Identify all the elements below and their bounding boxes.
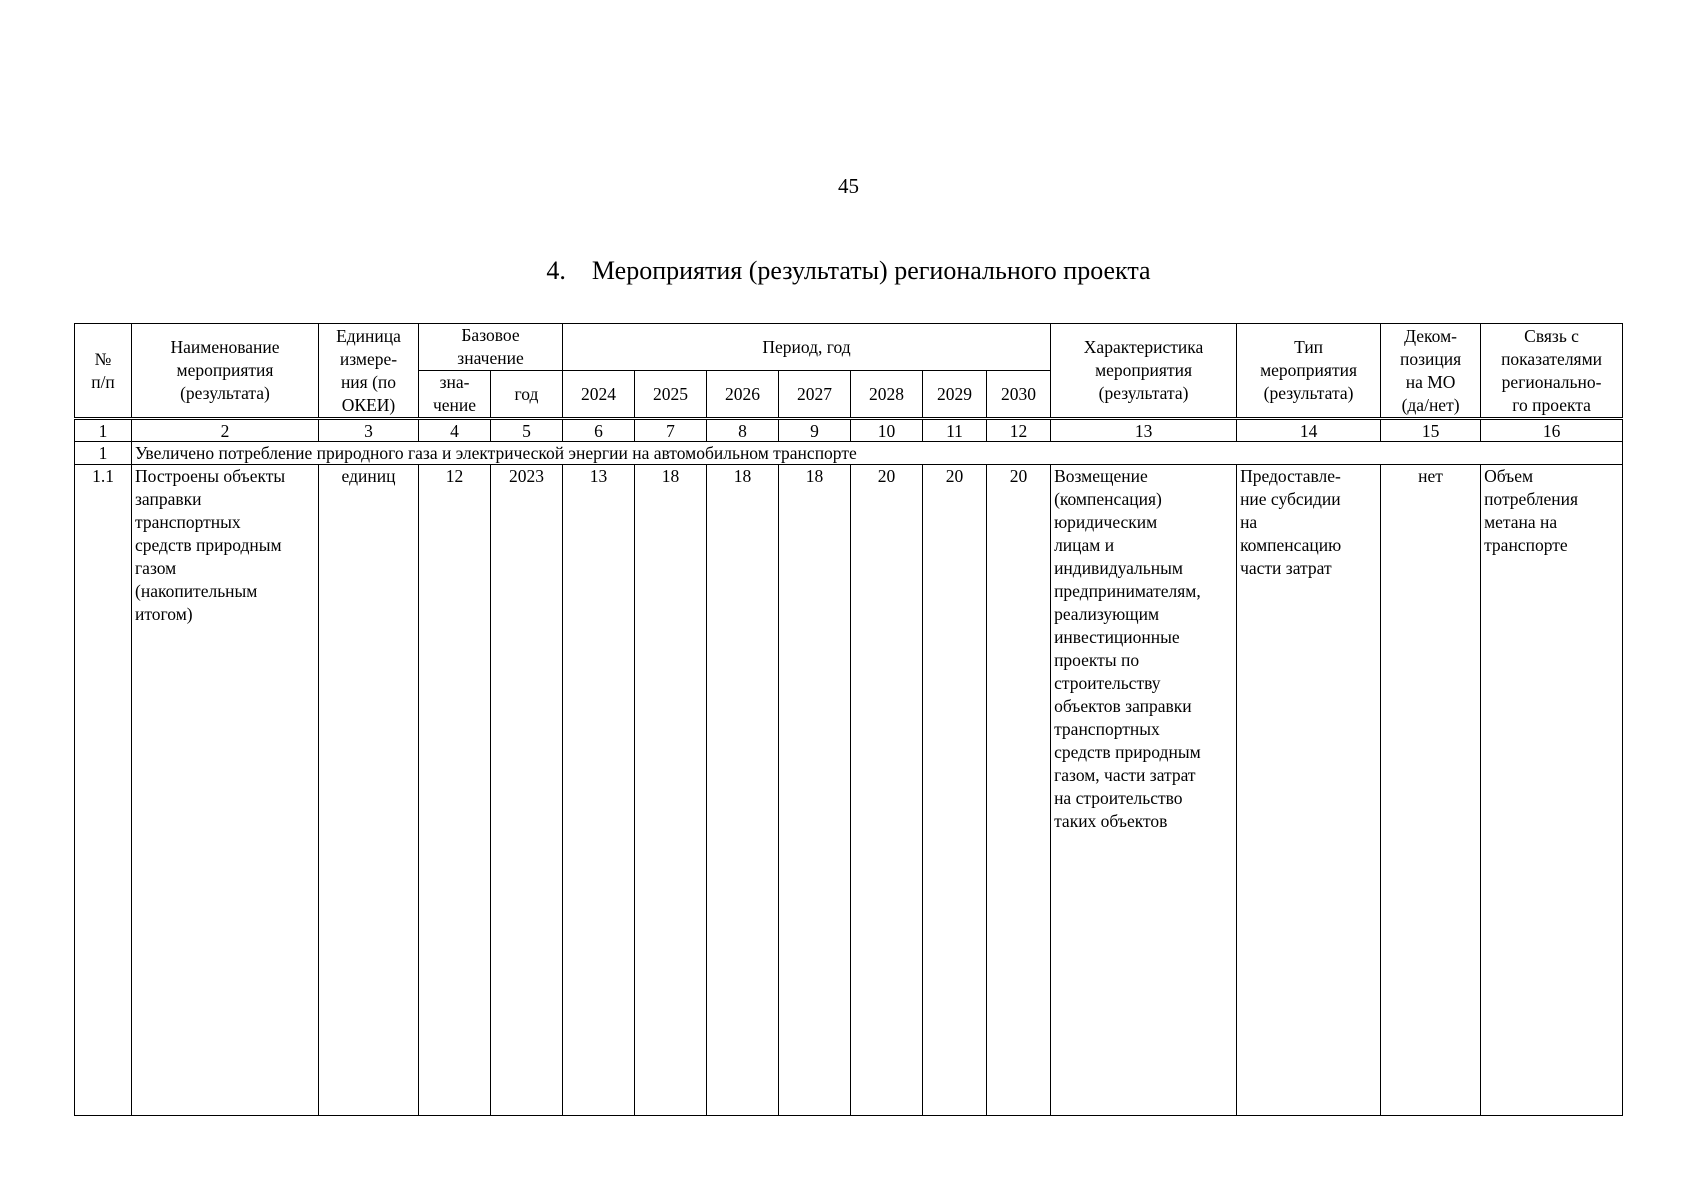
column-number: 1 [75,419,132,442]
header-period-group: Период, год [563,324,1051,371]
header-decomposition: Деком- позиция на МО (да/нет) [1381,324,1481,419]
header-year: 2029 [923,371,987,419]
header-name: Наименование мероприятия (результата) [132,324,319,419]
column-number: 5 [491,419,563,442]
row-name: Построены объекты заправки транспортных средств природным газом (накопительным итогом) [132,465,319,1116]
section-number: 4. [546,256,566,285]
column-number: 2 [132,419,319,442]
goal-row [75,442,1623,465]
header-base-year: год [491,371,563,419]
row-characteristic: Возмещение (компенсация) юридическим лицам и индивидуальным предпринимателям, реализующим инвестиционные проекты по строительству объектов заправки транспортных средств природным газом, части затрат на строительство таких объектов [1051,465,1237,1116]
column-number-row [75,419,1623,442]
row-unit: единиц [319,465,419,1116]
header-unit: Единица измере- ния (по ОКЕИ) [319,324,419,419]
row-type: Предоставле- ние субсидии на компенсацию части затрат [1237,465,1381,1116]
column-number: 7 [635,419,707,442]
row-year-value: 20 [987,465,1051,1116]
column-number: 15 [1381,419,1481,442]
header-base-value: зна- чение [419,371,491,419]
column-number: 3 [319,419,419,442]
table-row [75,465,1623,1116]
header-number: № п/п [75,324,132,419]
header-characteristic: Характеристика мероприятия (результата) [1051,324,1237,419]
goal-number: 1 [75,442,132,465]
header-year: 2026 [707,371,779,419]
section-title [0,256,1697,286]
column-number: 12 [987,419,1051,442]
column-number: 14 [1237,419,1381,442]
goal-text: Увеличено потребление природного газа и электрической энергии на автомобильном транспорте [132,442,1623,465]
row-year-value: 13 [563,465,635,1116]
row-base-year: 2023 [491,465,563,1116]
header-row [75,324,1623,371]
row-number: 1.1 [75,465,132,1116]
row-year-value: 18 [779,465,851,1116]
column-number: 9 [779,419,851,442]
column-number: 10 [851,419,923,442]
header-base-group: Базовое значение [419,324,563,371]
results-table [74,323,1623,1116]
row-base-value: 12 [419,465,491,1116]
row-year-value: 20 [851,465,923,1116]
header-type: Тип мероприятия (результата) [1237,324,1381,419]
row-decomposition: нет [1381,465,1481,1116]
header-indicator-link: Связь с показателями регионально- го проекта [1481,324,1623,419]
header-year: 2027 [779,371,851,419]
row-year-value: 18 [635,465,707,1116]
header-year: 2024 [563,371,635,419]
column-number: 13 [1051,419,1237,442]
column-number: 4 [419,419,491,442]
column-number: 8 [707,419,779,442]
column-number: 6 [563,419,635,442]
column-number: 11 [923,419,987,442]
row-year-value: 18 [707,465,779,1116]
section-title-text: Мероприятия (результаты) регионального проекта [591,256,1151,285]
row-year-value: 20 [923,465,987,1116]
row-indicator-link: Объем потребления метана на транспорте [1481,465,1623,1116]
header-year: 2028 [851,371,923,419]
page-number: 45 [838,174,859,198]
header-year: 2030 [987,371,1051,419]
header-year: 2025 [635,371,707,419]
column-number: 16 [1481,419,1623,442]
